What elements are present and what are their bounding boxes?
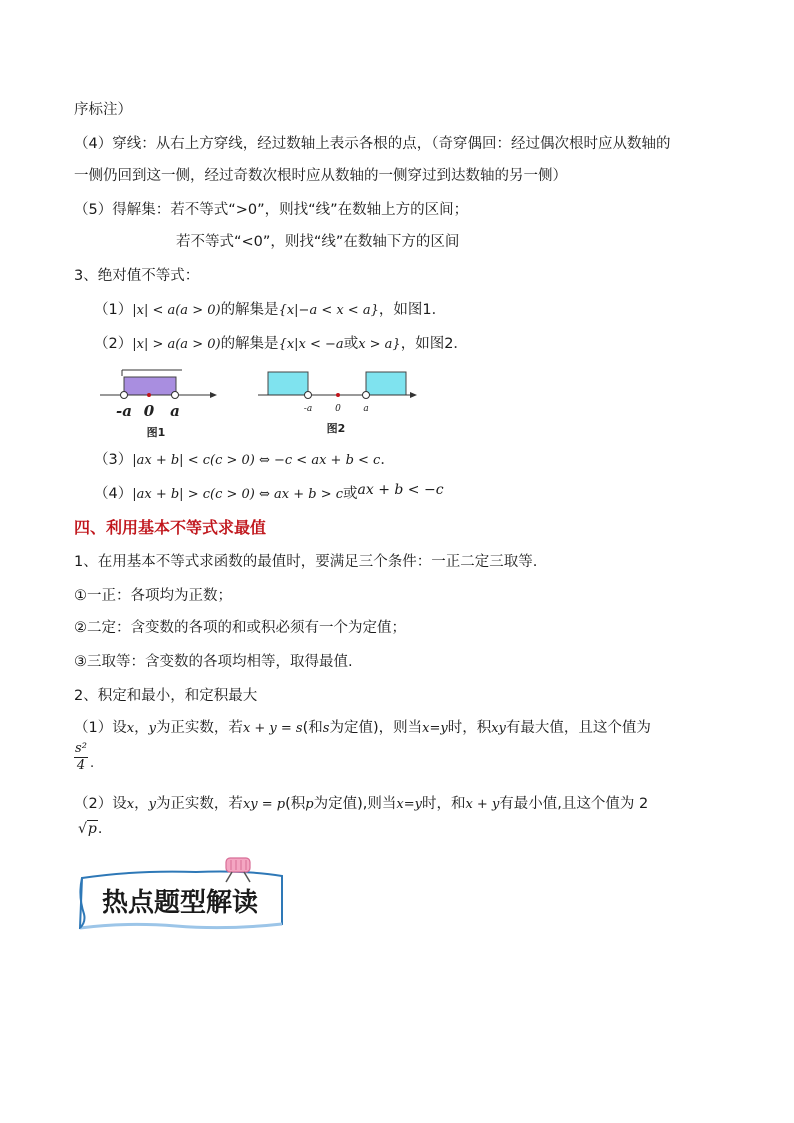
text: ，如图2．: [400, 336, 468, 352]
text: 为正实数，若: [155, 796, 243, 812]
text: (积: [285, 796, 306, 812]
math: ax + b < −c: [357, 482, 444, 498]
fig1-region: [124, 377, 176, 395]
text-line: 序标注）: [74, 102, 132, 118]
prefix: （1）: [94, 302, 133, 318]
text: ，如图1．: [378, 302, 447, 318]
math: xy: [491, 721, 506, 736]
fig2-arrow: [410, 392, 417, 398]
text: 有最小值,且这个值为 2: [499, 796, 649, 812]
fraction-s2-over-4: [74, 741, 95, 773]
text-line: 2、积定和最小，和定积最大: [74, 688, 258, 704]
math: y: [148, 797, 156, 812]
math: |ax + b| > c(c > 0) ⇔ ax + b > c: [132, 487, 344, 502]
prefix: （3）: [94, 452, 133, 468]
text: 时，和: [421, 796, 466, 812]
text: ，: [134, 796, 149, 812]
fraction-denominator: 4: [76, 758, 86, 773]
text-line: 若不等式“<0”，则找“线”在数轴下方的区间: [176, 234, 460, 250]
text-line: ③三取等：含变数的各项均相等，取得最值.: [74, 654, 353, 670]
radicand: p: [87, 821, 97, 837]
section-heading: 四、利用基本不等式求最值: [74, 518, 267, 537]
text: 的解集是: [220, 302, 279, 318]
fig1-point-zero: [147, 393, 151, 397]
sqrt-p: [78, 820, 102, 837]
text-line: 3、绝对值不等式：: [74, 268, 200, 284]
text: ．: [380, 452, 395, 468]
fig1-label-neg: -a: [116, 402, 132, 420]
fraction-numerator: s²: [75, 741, 87, 756]
math: x=y: [422, 721, 448, 736]
math: x=y: [396, 797, 422, 812]
property-2: [74, 794, 648, 815]
text: 有最大值，且这个值为: [505, 720, 651, 736]
abs-item-1: [94, 300, 446, 321]
figure-2: [250, 366, 420, 438]
text: 为定值),则当: [313, 796, 397, 812]
fig2-point-pos: [363, 392, 370, 399]
text: ，: [134, 720, 149, 736]
fig2-point-zero: [336, 393, 340, 397]
text-line: 1、在用基本不等式求函数的最值时，要满足三个条件：一正二定三取等.: [74, 554, 538, 570]
math: y: [148, 721, 156, 736]
period: .: [97, 821, 103, 837]
fig2-region-right: [366, 372, 406, 395]
fig2-label-zero: 0: [335, 404, 341, 414]
math: |ax + b| < c(c > 0) ⇔ −c < ax + b < c: [132, 453, 381, 468]
prefix: （2）: [94, 336, 133, 352]
text: (和: [302, 720, 323, 736]
fig2-label-neg: -a: [303, 404, 313, 414]
math: x: [126, 797, 135, 812]
math-set: x > a}: [358, 337, 401, 352]
text: （1）设: [74, 720, 127, 736]
sqrt-symbol: √: [78, 821, 87, 837]
abs-item-2: [94, 334, 468, 355]
banner-title: 热点题型解读: [101, 888, 259, 918]
or-text: 或: [343, 336, 359, 352]
math: x + y: [465, 797, 500, 812]
text: 的解集是: [220, 336, 279, 352]
fig2-caption: 图2: [326, 422, 346, 435]
math: s: [322, 721, 330, 736]
figure-1: [94, 366, 224, 444]
fig2-point-neg: [305, 392, 312, 399]
text: 时，积: [447, 720, 492, 736]
math: |x| < a(a > 0): [132, 303, 221, 318]
hot-topics-banner: [76, 856, 286, 934]
prefix: （4）: [94, 486, 133, 502]
text-line: 一侧仍回到这一侧，经过奇数次根时应从数轴的一侧穿过到达数轴的另一侧）: [74, 168, 567, 184]
math: x + y = s: [242, 721, 303, 736]
text: 为正实数，若: [155, 720, 243, 736]
fig1-point-neg: [121, 392, 128, 399]
abs-item-4: [94, 484, 444, 505]
text-line: （5）得解集：若不等式“>0”，则找“线”在数轴上方的区间；: [74, 202, 469, 218]
text: 为定值)，则当: [329, 720, 423, 736]
property-1: [74, 718, 651, 739]
fig1-label-zero: 0: [143, 402, 155, 420]
math-set: {x|−a < x < a}: [278, 303, 379, 318]
text-line: ②二定：含变数的各项的和或积必须有一个为定值；: [74, 620, 406, 636]
math: x: [126, 721, 135, 736]
text: （2）设: [74, 796, 127, 812]
fig2-label-pos: a: [363, 404, 369, 414]
text-line: （4）穿线：从右上方穿线，经过数轴上表示各根的点，（奇穿偶回：经过偶次根时应从数轴的: [74, 136, 671, 152]
fig1-label-pos: a: [170, 402, 180, 420]
fig2-region-left: [268, 372, 308, 395]
fig1-arrow: [210, 392, 217, 398]
period: .: [90, 756, 95, 771]
math: xy = p: [242, 797, 286, 812]
math-set: {x|x < −a: [278, 337, 344, 352]
fig1-point-pos: [172, 392, 179, 399]
or-text: 或: [343, 486, 358, 502]
text-line: ①一正：各项均为正数；: [74, 588, 232, 604]
fig1-caption: 图1: [146, 426, 166, 439]
math: |x| > a(a > 0): [132, 337, 221, 352]
math: p: [305, 797, 314, 812]
abs-item-3: [94, 450, 395, 471]
